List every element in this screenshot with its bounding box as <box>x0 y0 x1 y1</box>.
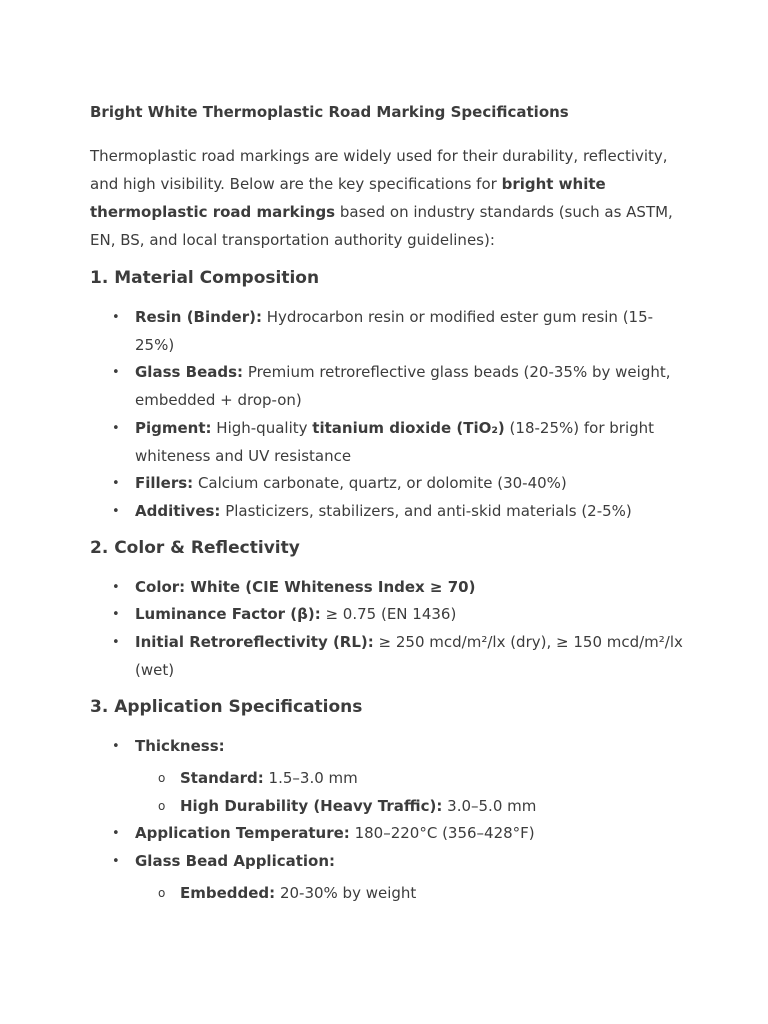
application-specifications-list <box>90 733 690 761</box>
item-text: (18-25%) for bright whiteness and UV resistance <box>135 418 655 465</box>
list-item-application-temperature <box>90 820 690 848</box>
bullet-icon: • <box>112 503 120 519</box>
material-composition-list <box>90 304 690 526</box>
intro-text-start: Thermoplastic road markings are widely used for their durability, reflectivity, and high visibility. Below are the key specifications for <box>90 147 668 193</box>
item-label: Standard: <box>180 769 264 788</box>
list-item-pigment <box>90 415 690 470</box>
item-text: Premium retroreflective glass beads (20-35% by weight, embedded + drop-on) <box>135 363 671 410</box>
bullet-icon: • <box>112 476 120 492</box>
list-item-thickness <box>90 733 690 761</box>
item-label: Additives: <box>135 501 221 520</box>
color-reflectivity-list <box>90 574 690 685</box>
list-item-retroreflectivity <box>90 629 690 684</box>
item-text: Hydrocarbon resin or modified ester gum resin (15-25%) <box>135 308 654 354</box>
item-label: Luminance Factor (β): <box>135 605 321 624</box>
intro-paragraph <box>90 142 690 254</box>
item-text: 1.5–3.0 mm <box>263 769 358 788</box>
item-label: Application Temperature: <box>135 824 350 843</box>
bullet-icon: • <box>112 310 120 325</box>
item-label: Initial Retroreflectivity (RL): <box>135 633 374 652</box>
document-content <box>90 101 690 907</box>
bullet-icon: • <box>112 739 120 755</box>
intro-text-end: based on industry standards (such as ASTM, EN, BS, and local transportation authority guidelines): <box>90 203 673 249</box>
item-bold-phrase: titanium dioxide (TiO₂) <box>312 418 505 437</box>
item-text-pre: High-quality <box>211 418 313 437</box>
item-text: Calcium carbonate, quartz, or dolomite (30-40%) <box>193 474 567 493</box>
section-heading-material-composition: 1. Material Composition <box>90 268 320 288</box>
item-label: Glass Bead Application: <box>135 851 336 870</box>
glass-bead-sublist <box>90 879 690 907</box>
bullet-icon: • <box>112 853 120 869</box>
list-item-glass-bead-application <box>90 848 690 876</box>
thickness-sublist <box>90 764 690 820</box>
item-label: Glass Beads: <box>135 363 244 382</box>
item-label: Resin (Binder): <box>135 308 262 326</box>
item-label: Pigment: <box>135 418 212 437</box>
sublist-item-high-durability <box>90 792 690 820</box>
item-text: 20-30% by weight <box>275 883 417 902</box>
list-item-resin <box>90 304 690 359</box>
bullet-icon: • <box>112 826 120 842</box>
list-item-fillers <box>90 470 690 498</box>
list-item-color <box>90 574 690 602</box>
bullet-icon: • <box>112 607 120 623</box>
item-text: 180–220°C (356–428°F) <box>349 824 535 843</box>
application-specifications-list-continued <box>90 820 690 875</box>
sublist-item-standard <box>90 764 690 792</box>
item-label: Thickness: <box>135 737 225 756</box>
bullet-icon: • <box>112 420 120 436</box>
document-title: Bright White Thermoplastic Road Marking Specifications <box>90 103 569 121</box>
bullet-icon: • <box>112 635 120 651</box>
list-item-glass-beads <box>90 359 690 414</box>
item-label: Color: White (CIE Whiteness Index ≥ 70) <box>135 577 476 596</box>
item-text: 3.0–5.0 mm <box>442 797 537 816</box>
list-item-luminance <box>90 601 690 629</box>
section-heading-application-specifications: 3. Application Specifications <box>90 697 363 718</box>
bullet-icon: • <box>112 365 120 381</box>
intro-bold-phrase: bright white thermoplastic road markings <box>90 175 606 221</box>
bullet-icon: • <box>112 579 120 595</box>
item-label: High Durability (Heavy Traffic): <box>180 797 443 816</box>
item-text: ≥ 0.75 (EN 1436) <box>320 605 457 624</box>
item-text: Plasticizers, stabilizers, and anti-skid materials (2-5%) <box>220 501 632 520</box>
circle-bullet-icon: o <box>158 771 166 786</box>
circle-bullet-icon: o <box>158 799 166 814</box>
circle-bullet-icon: o <box>158 885 166 900</box>
item-text: ≥ 250 mcd/m²/lx (dry), ≥ 150 mcd/m²/lx (wet) <box>135 633 683 679</box>
list-item-additives <box>90 498 690 526</box>
item-label: Fillers: <box>135 474 194 493</box>
section-heading-color-reflectivity: 2. Color & Reflectivity <box>90 537 300 558</box>
sublist-item-embedded <box>90 879 690 907</box>
item-label: Embedded: <box>180 883 276 902</box>
